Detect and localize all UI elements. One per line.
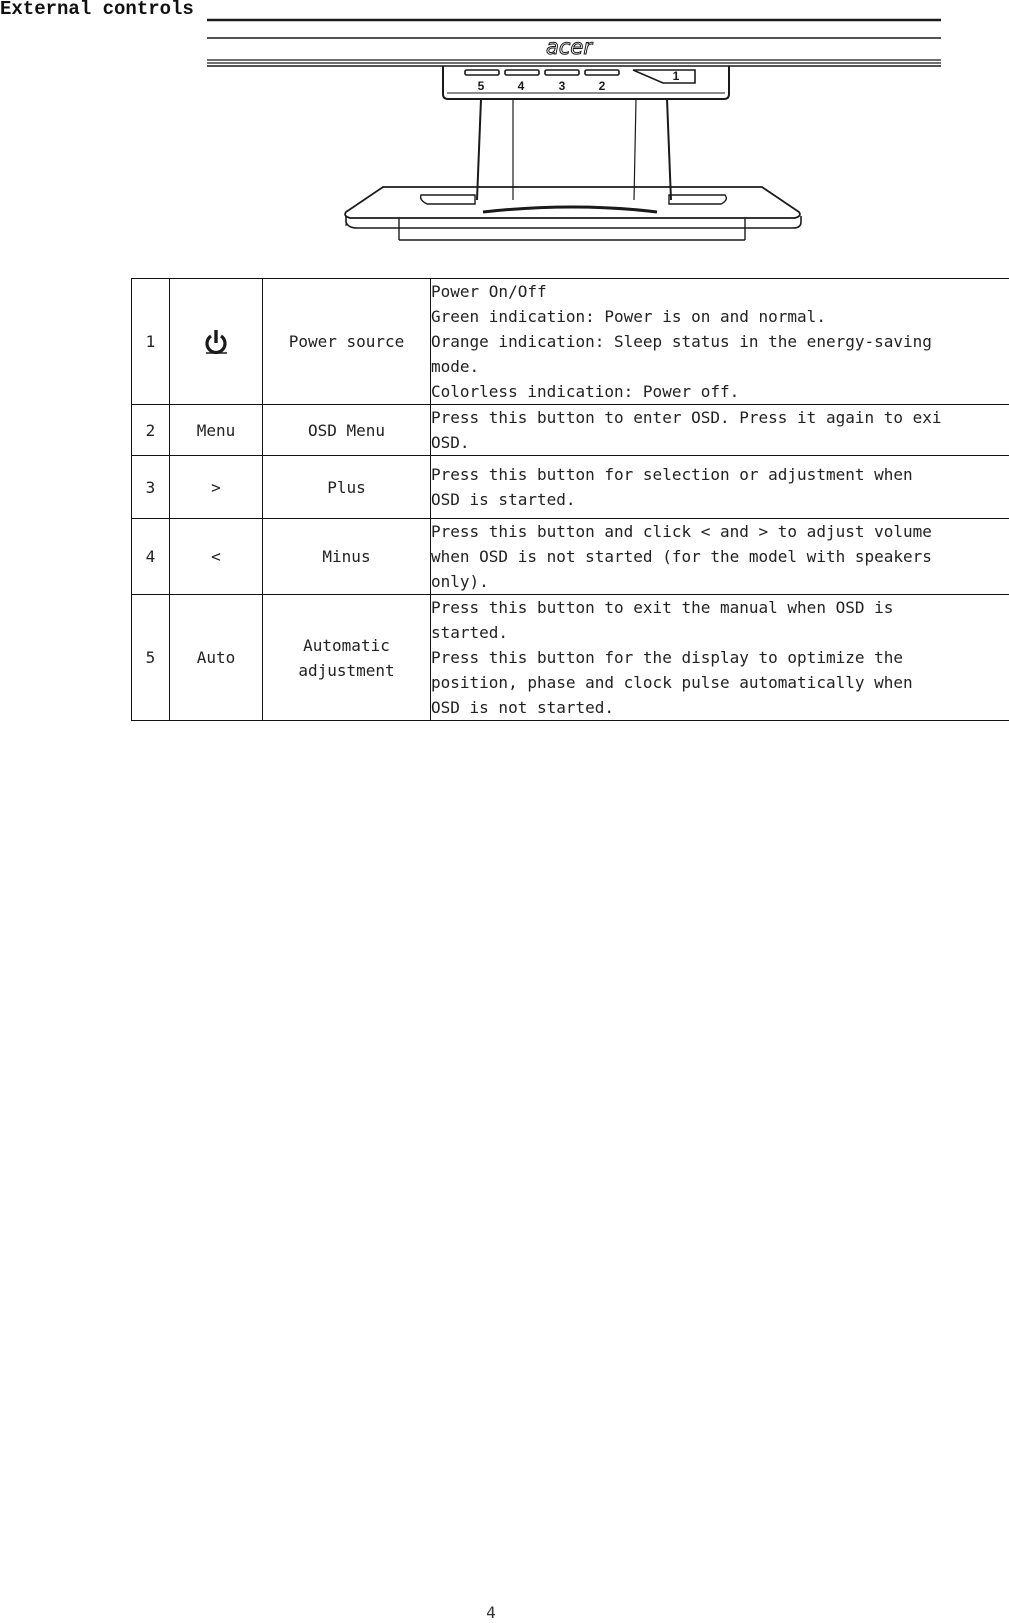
control-function: Minus	[263, 519, 431, 595]
description-line: Orange indication: Sleep status in the energy-saving	[431, 329, 1009, 354]
button-number-label: 5	[478, 79, 485, 93]
description-line: Press this button to exit the manual when OSD is	[431, 595, 1009, 620]
acer-logo: acer	[546, 35, 593, 59]
power-icon	[203, 327, 229, 357]
control-description	[431, 595, 1009, 721]
description-line: Power On/Off	[431, 279, 1009, 304]
description-line: only).	[431, 569, 1009, 594]
description-line: when OSD is not started (for the model with speakers	[431, 544, 1009, 569]
control-number: 2	[132, 405, 170, 456]
control-description	[431, 405, 1009, 456]
control-description	[431, 456, 1009, 519]
control-number: 3	[132, 456, 170, 519]
description-line: Press this button for the display to optimize the	[431, 645, 1009, 670]
monitor-illustration	[205, 12, 945, 242]
description-line: position, phase and clock pulse automatically when	[431, 670, 1009, 695]
page-number: 4	[0, 1603, 982, 1623]
monitor-drawing	[205, 12, 945, 242]
description-line: started.	[431, 620, 1009, 645]
button-number-label: 4	[518, 79, 525, 93]
button-number-label: 1	[673, 69, 680, 83]
section-heading: External controls	[0, 0, 194, 21]
control-number: 5	[132, 595, 170, 721]
table-row	[132, 519, 1009, 595]
description-line: OSD.	[431, 430, 1009, 455]
table-row	[132, 595, 1009, 721]
control-key: <	[170, 519, 263, 595]
button-number-label: 2	[599, 79, 606, 93]
table-row	[132, 405, 1009, 456]
control-number: 1	[132, 279, 170, 405]
description-line: Press this button to enter OSD. Press it again to exi	[431, 405, 1009, 430]
description-line: Press this button for selection or adjustment when	[431, 462, 1009, 487]
control-function: Power source	[263, 279, 431, 405]
description-line: Colorless indication: Power off.	[431, 379, 1009, 404]
control-description	[431, 279, 1009, 405]
button-number-label: 3	[559, 79, 566, 93]
control-function: Plus	[263, 456, 431, 519]
table-row	[132, 456, 1009, 519]
control-key-cell	[170, 279, 263, 405]
control-key: Menu	[170, 405, 263, 456]
control-function: Automatic adjustment	[263, 595, 431, 721]
external-controls-table	[131, 278, 1009, 721]
control-number: 4	[132, 519, 170, 595]
control-function: OSD Menu	[263, 405, 431, 456]
control-description	[431, 519, 1009, 595]
description-line: mode.	[431, 354, 1009, 379]
control-key: Auto	[170, 595, 263, 721]
description-line: Press this button and click < and > to adjust volume	[431, 519, 1009, 544]
table-row	[132, 279, 1009, 405]
description-line: OSD is not started.	[431, 695, 1009, 720]
description-line: Green indication: Power is on and normal.	[431, 304, 1009, 329]
description-line: OSD is started.	[431, 487, 1009, 512]
control-key: >	[170, 456, 263, 519]
